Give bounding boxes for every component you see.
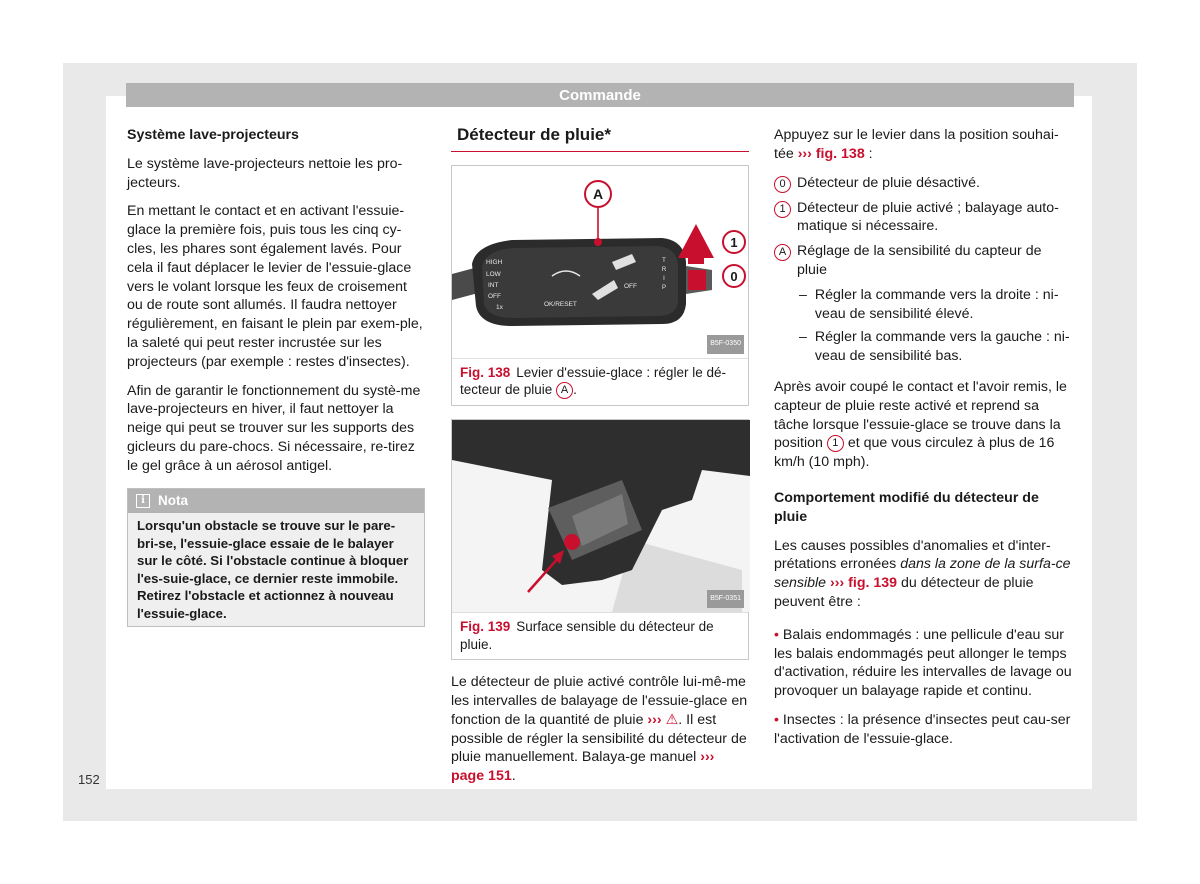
page-number: 152 [78,772,100,787]
text-segment: Appuyez sur le levier dans la position souhai-tée [774,127,1059,162]
section-header: Commande [126,83,1074,107]
callout-0: 0 [730,268,738,284]
marker-0: 0 [774,176,791,193]
list-item-text: Détecteur de pluie désactivé. [797,174,980,191]
dash-item-text: Régler la commande vers la droite : ni-veau de sensibilité élevé. [814,286,1059,322]
note-title: Nota [158,492,188,508]
bullet-item: • Balais endommagés : une pellicule d'eau sur les balais endommagés peut allonger le temps d'activation, réduire les intervalles de lavage ou provoquer un balayage rapide et continu. [774,626,1072,700]
list-item-text: Réglage de la sensibilité du capteur de pluie [797,243,1042,278]
paragraph [774,378,1074,472]
heading-lave-projecteurs: Système lave-projecteurs [127,127,299,143]
lever-label: OFF [488,292,501,300]
info-icon: i [136,494,150,508]
callout-A: A [592,185,604,202]
text-segment: et que vous circulez à plus de 16 km/h (10 mph). [774,435,1055,471]
column-3 [774,126,1074,759]
warning-icon: ⚠ [665,711,679,728]
dash-item: – Régler la commande vers la droite : ni-veau de sensibilité élevé. [799,286,1074,324]
figure-139 [451,419,749,660]
svg-text:I: I [663,275,665,282]
section-title: Détecteur de pluie* [451,126,749,152]
marker-1: 1 [774,201,791,218]
rain-sensor-illustration [452,420,748,613]
paragraph [774,537,1074,612]
marker-A: A [556,382,573,399]
svg-text:P: P [661,284,667,291]
paragraph: Afin de garantir le fonctionnement du systè-me lave-projecteurs en hiver, il faut nettoyer la neige qui peut se trouver sur les supports des gicleurs du pare-chocs. Si nécessaire, re-tirez le gel grâce à un aérosol antigel. [127,382,421,474]
lever-label: INT [488,281,499,289]
caption-text: Surface sensible du détecteur de pluie. [460,619,714,652]
page-reference-link[interactable]: ››› page 151 [451,749,715,785]
note-body: Lorsqu'un obstacle se trouve sur le pare-bri-se, l'essuie-glace essaie de le balayer sur le côté. Si l'obstacle continue à bloquer l'es-suie-glace, ce dernier reste immobile. Retirez l'obstacle et actionnez à nouveau l'essuie-glace. [128,513,424,626]
dash-item: – Régler la commande vers la gauche : ni-veau de sensibilité bas. [799,328,1074,366]
cross-reference-arrows[interactable]: ››› [647,711,662,728]
figure-reference-link[interactable]: ››› fig. 138 [797,145,865,162]
note-box [127,488,425,628]
list-item [774,242,1074,280]
note-header [128,489,424,514]
svg-text:T: T [662,257,666,264]
figure-code: B5F-0350 [707,335,744,354]
reset-label: OK/RESET [544,300,577,308]
lever-label: HIGH [486,258,503,266]
rain-sensor-paragraph: Le détecteur de pluie activé contrôle lui-mê-me les intervalles de balayage de l'essuie-glace en fonction de la quantité de pluie ››› ⚠. Il est possible de régler la sensibilité du détecteur de pluie manuellement. Balaya-ge manuel ››› page 151. [451,674,748,785]
callout-1: 1 [730,234,738,250]
dash-item-text: Régler la commande vers la gauche : ni-veau de sensibilité bas. [814,329,1070,365]
marker-1: 1 [827,435,844,452]
heading-comportement: Comportement modifié du détecteur de pluie [774,489,1039,525]
text-segment: Après avoir coupé le contact et l'avoir remis, le capteur de pluie reste activé et reprend sa tâche lorsque l'essuie-glace se trouve dans la position [774,378,1067,452]
figure-label: Fig. 138 [460,364,511,380]
figure-139-caption [452,613,748,659]
figure-label: Fig. 139 [460,619,511,635]
figure-reference-link[interactable]: ››› fig. 139 [830,575,898,592]
text-segment: . Il est possible de régler la sensibilité du détecteur de pluie manuellement. Balaya-ge manuel [451,711,747,766]
lever-label: LOW [486,270,501,278]
paragraph: En mettant le contact et en activant l'essuie-glace la première fois, puis tous les cinq cy-cles, les phares sont également lavés. Pour cela il faut déplacer le levier de l'essuie-glace vers le volant lorsque les feux de croisement ou de route sont allumés. Il faudra nettoyer régulièrement, en faisant le plein par exem-ple, la saleté qui peut rester incrustée sur les projecteurs (par exemple : restes d'insectes). [127,203,423,370]
wiper-lever-illustration [452,166,748,359]
list-item-text: Détecteur de pluie activé ; balayage auto-matique si nécessaire. [797,199,1059,235]
figure-138 [451,165,749,407]
caption-text: Levier d'essuie-glace : régler le dé-tecteur de pluie [460,364,726,398]
list-item [774,174,1074,193]
figure-138-caption: Fig. 138 Levier d'essuie-glace : régler le dé-tecteur de pluie A . [460,364,726,398]
emphasis-text: dans la zone de la surfa-ce sensible [774,556,1071,592]
bullet-text: Balais endommagés : une pellicule d'eau sur les balais endommagés peut allonger le temps d'activation, réduire les intervalles de lavage ou provoquer un balayage rapide et continu. [774,626,1072,700]
bullet-text: Insectes : la présence d'insectes peut cau-ser l'activation de l'essuie-glace. [774,711,1071,747]
paragraph: Le système lave-projecteurs nettoie les pro-jecteurs. [127,155,403,191]
bullet-item: • Insectes : la présence d'insectes peut cau-ser l'activation de l'essuie-glace. [774,711,1071,747]
column-1 [127,126,425,627]
text-segment: du détecteur de pluie peuvent être : [774,575,1034,610]
list-item [774,199,1074,237]
text-segment: Le détecteur de pluie activé contrôle lui-mê-me les intervalles de balayage de l'essuie-glace en fonction de la quantité de pluie [451,674,748,728]
column-2 [451,126,749,796]
intro-paragraph: Appuyez sur le levier dans la position souhai-tée ››› fig. 138 : [774,127,1059,162]
svg-text:R: R [661,266,667,273]
text-segment: Les causes possibles d'anomalies et d'inter-prétations erronées [774,537,1051,573]
figure-code: B5F-0351 [707,590,744,609]
lever-label: 1x [496,303,503,311]
marker-A: A [774,244,791,261]
off-label: OFF [624,282,637,290]
